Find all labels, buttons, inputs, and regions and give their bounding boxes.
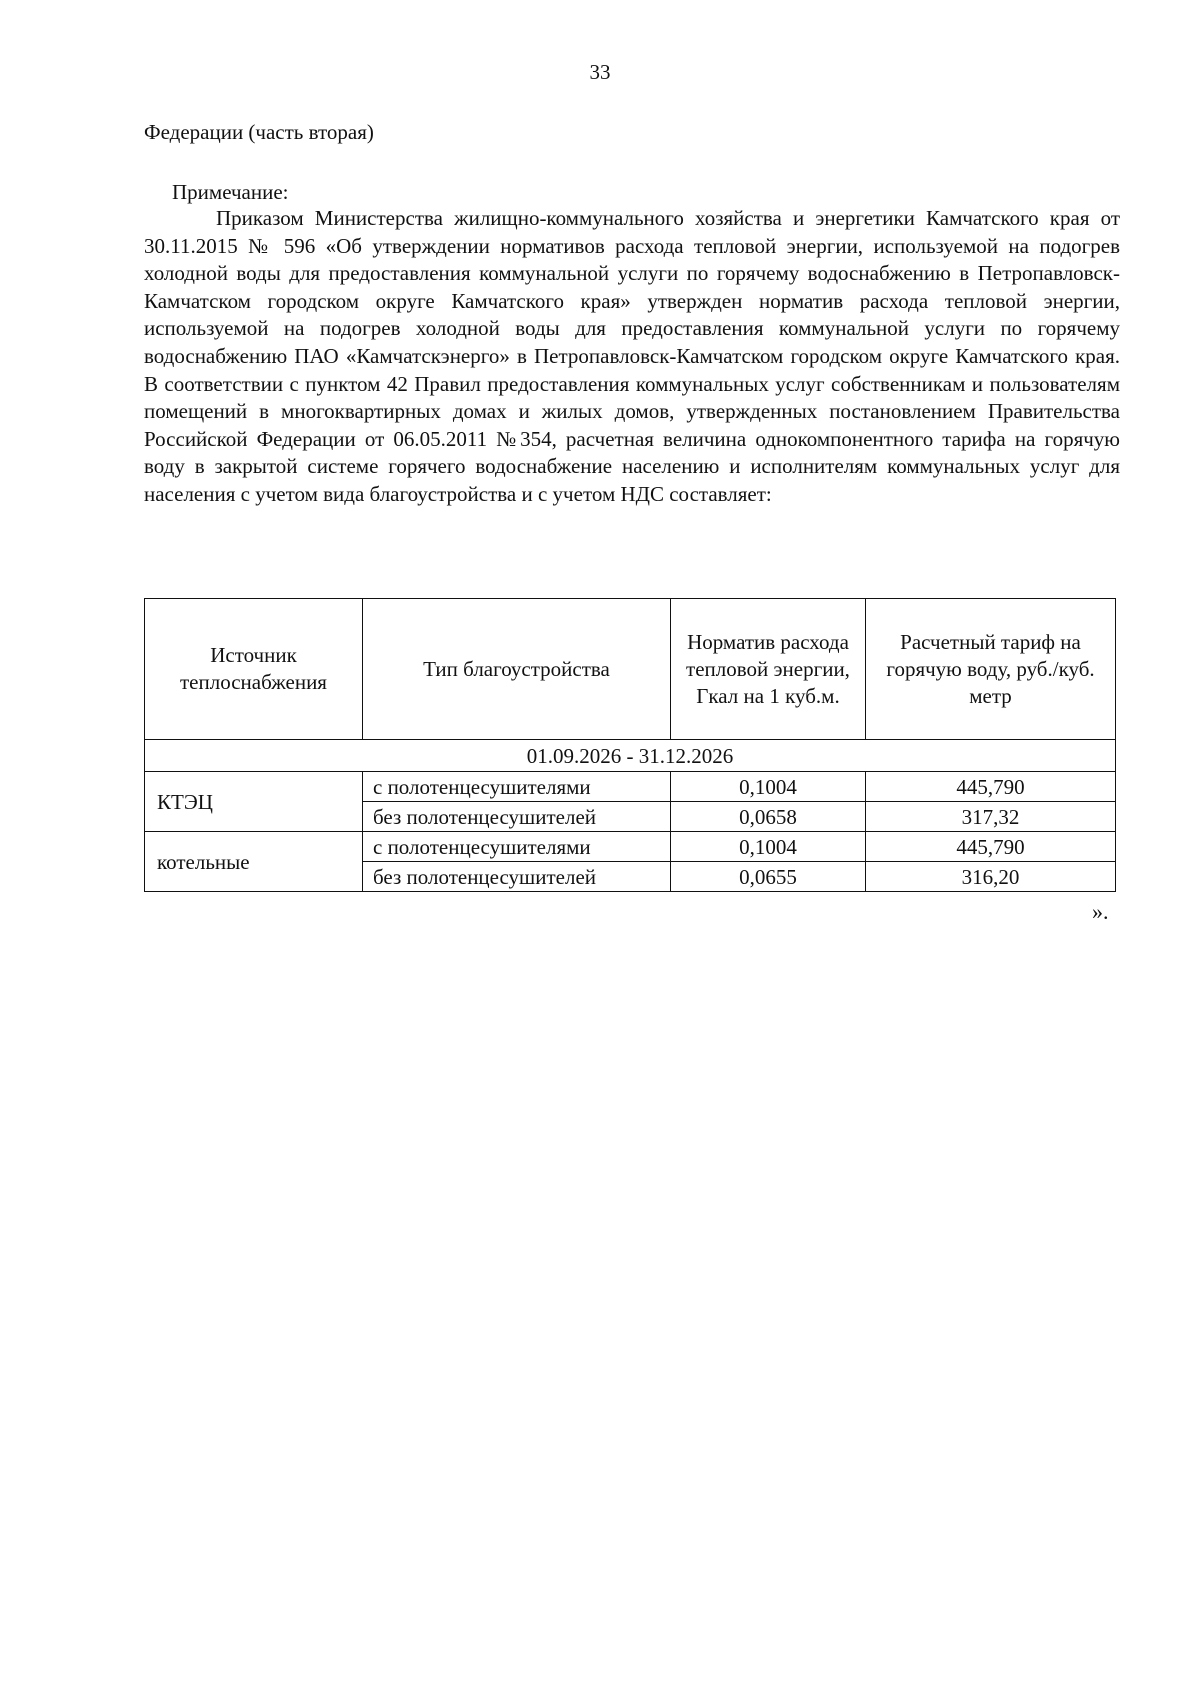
note-heading: Примечание: [172,180,289,204]
table-header-row [145,599,1116,740]
norm-cell: 0,0655 [671,862,866,892]
type-cell: без полотенцесушителей [363,802,671,832]
table-row [145,772,1116,802]
tariff-cell: 445,790 [866,772,1116,802]
source-cell-ktec: КТЭЦ [145,772,363,832]
closing-quote: ». [1092,899,1109,924]
table-row [145,832,1116,862]
header-norm: Норматив расхода тепловой энергии, Гкал на 1 куб.м. [671,599,866,740]
period-row [145,740,1116,772]
norm-cell: 0,1004 [671,772,866,802]
header-source: Источник теплоснабжения [145,599,363,740]
source-cell-boilers: котельные [145,832,363,892]
tariff-cell: 445,790 [866,832,1116,862]
tariff-table [144,598,1116,892]
norm-cell: 0,0658 [671,802,866,832]
continuation-text: Федерации (часть вторая) [144,120,374,144]
header-type: Тип благоустройства [363,599,671,740]
page-number: 33 [589,60,611,84]
type-cell: с полотенцесушителями [363,772,671,802]
header-tariff: Расчетный тариф на горячую воду, руб./куб. метр [866,599,1116,740]
period-cell: 01.09.2026 - 31.12.2026 [145,740,1116,772]
type-cell: без полотенцесушителей [363,862,671,892]
type-cell: с полотенцесушителями [363,832,671,862]
note-body: Приказом Министерства жилищно-коммунального хозяйства и энергетики Камчатского края от 30.11.2015 № 596 «Об утверждении нормативов расхода тепловой энергии, используемой на подогрев холодной воды для предоставления коммунальной услуги по горячему водоснабжению в Петропавловск-Камчатском городском округе Камчатского края» утвержден норматив расхода тепловой энергии, используемой на подогрев холодной воды для предоставления коммунальной услуги по горячему водоснабжению ПАО «Камчатскэнерго» в Петропавловск-Камчатском городском округе Камчатского края. В соответствии с пунктом 42 Правил предоставления коммунальных услуг собственникам и пользователям помещений в многоквартирных домах и жилых домов, утвержденных постановлением Правительства Российской Федерации от 06.05.2011 №354, расчетная величина однокомпонентного тарифа на горячую воду в закрытой системе горячего водоснабжение населению и исполнителям коммунальных услуг для населения с учетом вида благоустройства и с учетом НДС составляет: [144,206,1120,506]
tariff-cell: 316,20 [866,862,1116,892]
tariff-cell: 317,32 [866,802,1116,832]
norm-cell: 0,1004 [671,832,866,862]
